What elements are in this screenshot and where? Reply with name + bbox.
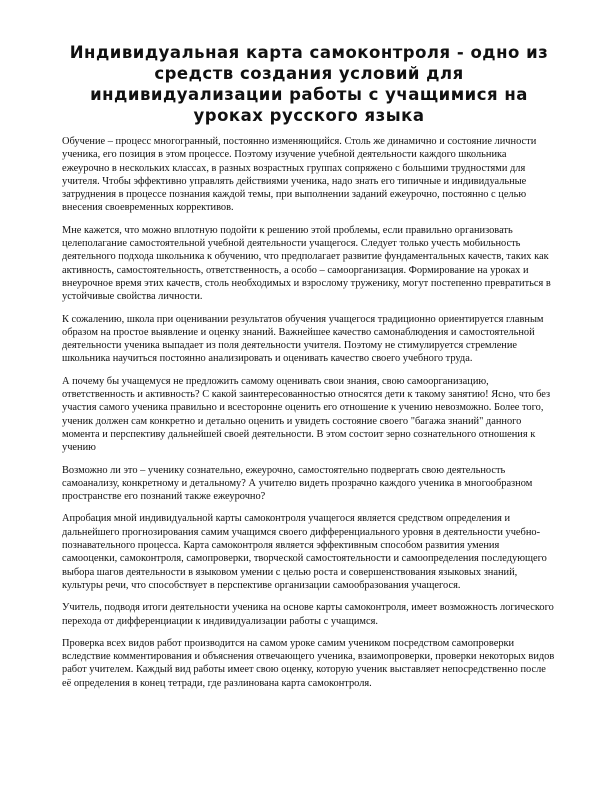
paragraph: Апробация мной индивидуальной карты самоконтроля учащегося является средством определения и дальнейшего прогнозирования самим учащимся своего дифференциального уровня в деятельности учебно-познавательного процесса. Карта самоконтроля является эффективным способом развития умения самооценки, самоконтроля, самопроверки, творческой самостоятельности и самоопределения последующего выбора шагов деятельности в языковом умении с целью роста и совершенствования языковых знаний, культуры речи, что способствует в перспективе организации самообразования учащегося.	[62, 513, 547, 591]
paragraph: А почему бы учащемуся не предложить самому оценивать свои знания, свою самоорганизацию, ответственность и активность? С какой заинтересованностью относятся дети к такому занятию! Ясно, что без участия самого ученика правильно и всесторонне оценить его отношение к учению невозможно. Более того, ученик должен сам конкретно и детально оценить и увидеть состояние своего "багажа знаний" данного момента и перспективу дальнейшей своей деятельности. В этом состоит зерно сознательного отношения к учению	[62, 375, 551, 454]
paragraph: Мне кажется, что можно вплотную подойти к решению этой проблемы, если правильно организовать целеполагание самостоятельной учебной деятельности учащегося. Следует только учесть мобильность деятельного подхода школьника к обучению, что предполагает развитие фундаментальных качеств, таких как активность, самостоятельность, ответственность, а особо – самоорганизация. Формирование на уроках и внеурочное время этих качеств, столь необходимых и взрослому труженику, могут постепенно превратиться в устойчивые свойства личности.	[62, 224, 551, 303]
document-title: Индивидуальная карта самоконтроля - одно из средств создания условий для индивидуализации работы с учащимися на уроках русского языка	[69, 43, 549, 125]
paragraph: Обучение – процесс многогранный, постоянно изменяющийся. Столь же динамично и состояние личности ученика, его позиция в этом процессе. Поэтому изучение учебной деятельности каждого школьника ежеурочно в нескольких классах, в разных возрастных группах сопряжено с большими трудностями для учителя. Чтобы эффективно управлять действиями ученика, надо знать его типичные и индивидуальные затруднения в процессе познания каждой темы, при выполнении заданий ежеурочно, постоянно с целью внесения своевременных коррективов.	[62, 136, 537, 214]
paragraph: Возможно ли это – ученику сознательно, ежеурочно, самостоятельно подвергать свою деятельность самоанализу, конкретному и детальному? А учителю видеть прозрачно каждого ученика в многообразном пространстве его познаний также ежеурочно?	[62, 464, 533, 503]
paragraph: Учитель, подводя итоги деятельности ученика на основе карты самоконтроля, имеет возможность логического перехода от дифференциации к индивидуализации работы с учащимся.	[62, 602, 554, 627]
paragraph: Проверка всех видов работ производится на самом уроке самим учеником посредством самопроверки вследствие комментирования и объяснения отвечающего ученика, взаимопроверки, проверки некоторых видов работ учителем. Каждый вид работы имеет свою оценку, которую ученик выставляет непосредственно после её определения в конец тетради, где разлинована карта самоконтроля.	[62, 637, 555, 689]
paragraph: К сожалению, школа при оценивании результатов обучения учащегося традиционно ориентируется главным образом на простое выявление и оценку знаний. Важнейшее качество самонаблюдения и самостоятельной деятельности ученика выпадает из поля деятельности учителя. Поэтому не стимулируется стремление школьника научиться постоянно анализировать и оценивать качество своего учебного труда.	[62, 313, 544, 365]
